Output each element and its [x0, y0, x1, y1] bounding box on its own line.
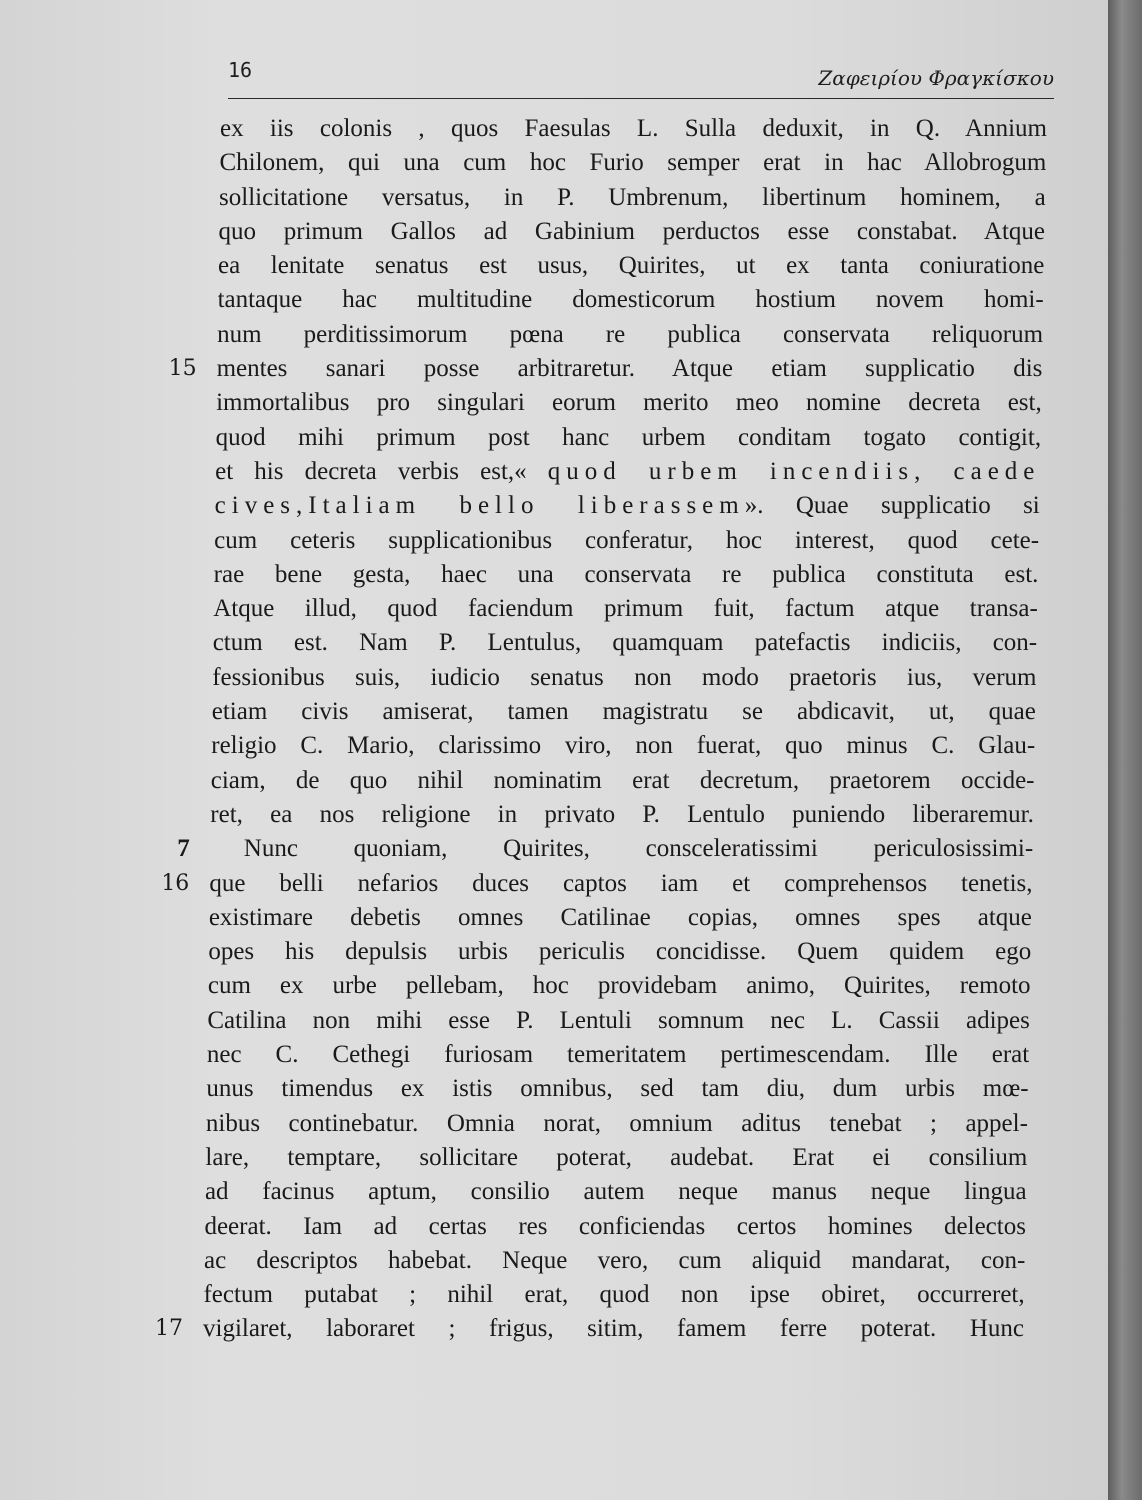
- line-text-content: ciam, de quo nihil nominatim erat decretum, praetorem occide-: [210, 766, 1035, 794]
- text-line: [0, 935, 1108, 969]
- line-text: [209, 901, 1032, 935]
- line-text-content: nec C. Cethegi furiosam temeritatem pertimescendam. Ille erat: [206, 1041, 1030, 1069]
- text-line: [0, 489, 1108, 523]
- line-text: [209, 867, 1032, 901]
- line-text-content: mentes sanari posse arbitraretur. Atque etiam supplicatio dis: [216, 355, 1043, 383]
- line-text-content: immortalibus pro singulari eorum merito meo nomine decreta est,: [216, 389, 1042, 417]
- line-text: [206, 1072, 1028, 1106]
- line-text-content: tantaque hac multitudine domesticorum hostium novem homi-: [217, 286, 1044, 314]
- line-text-content: fessionibus suis, iudicio senatus non modo praetoris ius, verum: [212, 663, 1037, 691]
- text-line: [0, 1141, 1108, 1175]
- line-text-content: ctum est. Nam P. Lentulus, quamquam patefactis indiciis, con-: [212, 629, 1038, 657]
- text-line: [0, 249, 1108, 283]
- line-text: [203, 1312, 1024, 1346]
- text-line: [0, 1004, 1108, 1038]
- text-line: [0, 1244, 1108, 1278]
- line-text-content: ret, ea nos religione in privato P. Lentulo puniendo liberaremur.: [210, 800, 1034, 828]
- line-text: [210, 832, 1033, 866]
- running-head: Ζαφειρίου Φραγκίσκου: [818, 66, 1054, 90]
- line-text: [207, 1004, 1030, 1038]
- text-line: [0, 764, 1108, 798]
- line-text: [213, 626, 1037, 660]
- line-text-pre: et his decreta verbis est,«: [215, 457, 548, 485]
- line-text: [211, 729, 1035, 763]
- text-line: [0, 283, 1108, 317]
- margin-line-number: 16: [161, 870, 190, 896]
- line-text-content: cum ceteris supplicationibus conferatur, hoc interest, quod cete-: [214, 526, 1040, 554]
- line-text: [217, 352, 1043, 386]
- text-line: [0, 215, 1108, 249]
- text-line: [0, 1072, 1108, 1106]
- text-line: [0, 1312, 1108, 1346]
- line-text-content: opes his depulsis urbis periculis concidisse. Quem quidem ego: [208, 938, 1032, 966]
- line-text: [219, 215, 1045, 249]
- line-text: [205, 1141, 1027, 1175]
- line-text: [220, 112, 1047, 146]
- line-text-content: ac descriptos habebat. Neque vero, cum aliquid mandarat, con-: [203, 1246, 1026, 1274]
- line-text-content: Chilonem, qui una cum hoc Furio semper erat in hac Allobrogum: [219, 149, 1047, 177]
- line-text: [212, 661, 1036, 695]
- line-text: [213, 592, 1038, 626]
- margin-line-number: 17: [155, 1316, 183, 1342]
- text-line: [0, 455, 1108, 489]
- line-text: [216, 386, 1042, 420]
- spaced-quotation: quod urbem incendiis, caede: [547, 457, 1041, 485]
- line-text-content: deerat. Iam ad certas res conficiendas certos homines delectos: [204, 1212, 1026, 1240]
- margin-line-number: 7: [177, 835, 190, 863]
- line-text: [214, 524, 1039, 558]
- line-text-content: religio C. Mario, clarissimo viro, non fuerat, quo minus C. Glau-: [211, 732, 1036, 760]
- line-text: [214, 558, 1039, 592]
- line-text: [206, 1107, 1028, 1141]
- text-line: [0, 1210, 1108, 1244]
- line-text: [215, 455, 1040, 489]
- latin-text-body: [0, 112, 1108, 1347]
- line-text: [207, 1038, 1029, 1072]
- line-text-content: ea lenitate senatus est usus, Quirites, ut ex tanta coniuratione: [218, 252, 1045, 280]
- text-line: [0, 592, 1108, 626]
- line-text: [210, 798, 1034, 832]
- text-line: [0, 1107, 1108, 1141]
- text-line: [0, 318, 1108, 352]
- text-line: [0, 832, 1108, 866]
- text-line: [0, 1278, 1108, 1312]
- page-number: 16: [228, 58, 253, 82]
- text-line: [0, 1175, 1108, 1209]
- line-text-content: Catilina non mihi esse P. Lentuli somnum nec L. Cassii adipes: [207, 1006, 1030, 1034]
- page-binding-edge: [1108, 0, 1142, 1500]
- line-text: [208, 969, 1031, 1003]
- line-text-content: existimare debetis omnes Catilinae copias, omnes spes atque: [208, 903, 1032, 931]
- line-text-content: sollicitatione versatus, in P. Umbrenum, libertinum hominem, a: [219, 183, 1046, 211]
- line-text: [208, 935, 1031, 969]
- page-header: [228, 58, 1054, 99]
- text-line: [0, 146, 1108, 180]
- line-text-content: Nunc quoniam, Quirites, consceleratissimi periculosissimi-: [243, 835, 1034, 863]
- text-line: [0, 969, 1108, 1003]
- text-line: [0, 798, 1108, 832]
- text-line: [0, 558, 1108, 592]
- text-line: [0, 729, 1108, 763]
- line-text: [218, 249, 1044, 283]
- text-line: [0, 867, 1108, 901]
- line-text-content: ad facinus aptum, consilio autem neque manus neque lingua: [204, 1178, 1027, 1206]
- text-line: [0, 352, 1108, 386]
- line-text-content: num perditissimorum pœna re publica conservata reliquorum: [217, 320, 1044, 348]
- text-line: [0, 626, 1108, 660]
- text-line: [0, 386, 1108, 420]
- line-text: [220, 146, 1047, 180]
- line-text: [204, 1244, 1025, 1278]
- line-text-post: ». Quae supplicatio si: [744, 492, 1040, 520]
- line-text: [218, 283, 1044, 317]
- line-text-content: Atque illud, quod faciendum primum fuit, factum atque transa-: [213, 595, 1038, 623]
- line-text: [211, 764, 1035, 798]
- line-text: [216, 421, 1041, 455]
- line-text-content: etiam civis amiserat, tamen magistratu se abdicavit, ut, quae: [211, 698, 1036, 726]
- line-text: [219, 181, 1046, 215]
- spaced-quotation: cives,Italiam bello liberassem: [214, 492, 745, 520]
- line-text: [215, 489, 1040, 523]
- line-text-content: fectum putabat ; nihil erat, quod non ipse obiret, occurreret,: [203, 1281, 1025, 1309]
- line-text: [212, 695, 1036, 729]
- margin-line-number: 15: [168, 356, 197, 382]
- text-line: [0, 661, 1108, 695]
- line-text-content: nibus continebatur. Omnia norat, omnium aditus tenebat ; appel-: [205, 1109, 1028, 1137]
- line-text: [203, 1278, 1024, 1312]
- line-text-content: rae bene gesta, haec una conservata re publica constituta est.: [213, 560, 1039, 588]
- text-line: [0, 112, 1108, 146]
- text-line: [0, 524, 1108, 558]
- line-text: [205, 1175, 1027, 1209]
- line-text-content: ex iis colonis , quos Faesulas L. Sulla deduxit, in Q. Annium: [220, 115, 1047, 142]
- text-line: [0, 695, 1108, 729]
- line-text-content: quo primum Gallos ad Gabinium perductos esse constabat. Atque: [218, 217, 1046, 245]
- line-text: [204, 1210, 1026, 1244]
- line-text-content: lare, temptare, sollicitare poterat, audebat. Erat ei consilium: [205, 1143, 1028, 1171]
- text-line: [0, 181, 1108, 215]
- line-text-content: vigilaret, laboraret ; frigus, sitim, famem ferre poterat. Hunc: [203, 1315, 1024, 1343]
- line-text: [217, 318, 1043, 352]
- text-line: [0, 421, 1108, 455]
- text-line: [0, 901, 1108, 935]
- line-text-content: quod mihi primum post hanc urbem conditam togato contigit,: [215, 423, 1042, 451]
- text-line: [0, 1038, 1108, 1072]
- line-text-content: cum ex urbe pellebam, hoc providebam animo, Quirites, remoto: [207, 972, 1031, 1000]
- line-text-content: que belli nefarios duces captos iam et comprehensos tenetis,: [209, 869, 1033, 897]
- line-text-content: unus timendus ex istis omnibus, sed tam diu, dum urbis mœ-: [206, 1075, 1029, 1103]
